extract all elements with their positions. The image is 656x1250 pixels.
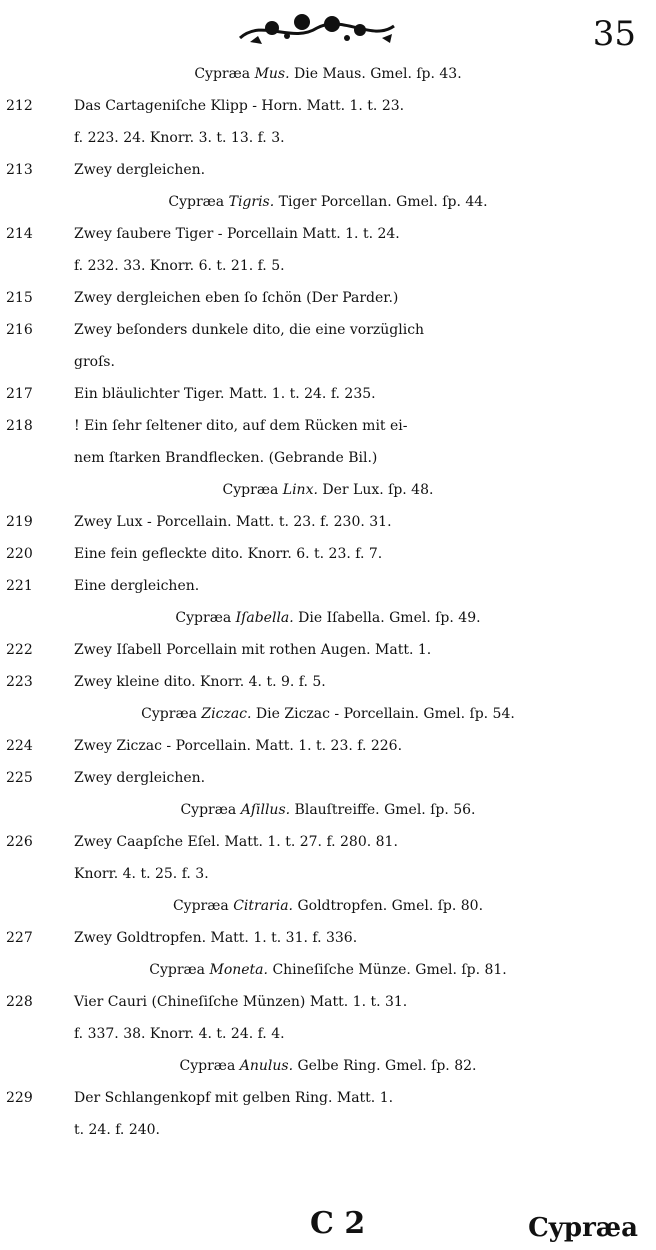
entry-text: ! Ein ſehr ſeltener dito, auf dem Rücken mit ei-	[74, 418, 408, 434]
heading-description: Blauſtreiffe. Gmel. ſp. 56.	[294, 802, 476, 818]
entry-text: Das Cartageniſche Klipp - Horn. Matt. 1. t. 23.	[74, 98, 405, 114]
entry-text: Zwey beſonders dunkele dito, die eine vorzüglich	[74, 322, 425, 338]
lot-number: 217	[6, 386, 33, 402]
species-name: Mus.	[254, 66, 290, 82]
entry-text: Ein bläulichter Tiger. Matt. 1. t. 24. f. 235.	[74, 386, 376, 402]
lot-number: 223	[6, 674, 33, 690]
section-heading	[0, 186, 656, 218]
section-heading	[0, 890, 656, 922]
lot-number: 226	[6, 834, 33, 850]
entry-text: Vier Cauri (Chineſiſche Münzen) Matt. 1. t. 31.	[74, 994, 408, 1010]
entry-text: Zwey Lux - Porcellain. Matt. t. 23. f. 230. 31.	[74, 514, 392, 530]
heading-description: Die Ziczac - Porcellain. Gmel. ſp. 54.	[255, 706, 515, 722]
genus-name: Cypræa	[175, 610, 232, 626]
section-heading	[0, 58, 656, 90]
genus-name: Cypræa	[180, 802, 237, 818]
entry-text: Eine fein gefleckte dito. Knorr. 6. t. 23. f. 7.	[74, 546, 383, 562]
genus-name: Cypræa	[141, 706, 197, 722]
heading-description: Goldtropfen. Gmel. ſp. 80.	[297, 898, 484, 914]
genus-name: Cypræa	[149, 962, 206, 978]
catalogue-text	[0, 58, 656, 1146]
genus-name: Cypræa	[172, 898, 229, 914]
catalogue-entry	[0, 1082, 656, 1114]
catalogue-entry	[0, 570, 656, 602]
lot-number: 224	[6, 738, 33, 754]
entry-continuation: f. 223. 24. Knorr. 3. t. 13. f. 3.	[74, 130, 285, 146]
entry-text: Der Schlangenkopf mit gelben Ring. Matt. 1.	[74, 1090, 394, 1106]
lot-number: 218	[6, 418, 33, 434]
catalogue-entry	[0, 218, 656, 250]
lot-number: 213	[6, 162, 33, 178]
genus-name: Cypræa	[168, 194, 225, 210]
species-name: Citraria.	[233, 898, 294, 914]
lot-number: 227	[6, 930, 33, 946]
heading-description: Gelbe Ring. Gmel. ſp. 82.	[297, 1058, 477, 1074]
signature-mark: C 2	[310, 1206, 366, 1241]
section-heading	[0, 794, 656, 826]
lot-number: 225	[6, 770, 33, 786]
section-heading	[0, 602, 656, 634]
species-name: Linx.	[282, 482, 318, 498]
section-heading	[0, 474, 656, 506]
heading-description: Die Maus. Gmel. ſp. 43.	[294, 66, 462, 82]
entry-text: Zwey dergleichen eben ſo ſchön (Der Parder.)	[74, 290, 399, 306]
lot-number: 215	[6, 290, 33, 306]
lot-number: 228	[6, 994, 33, 1010]
catalogue-entry	[0, 410, 656, 442]
section-heading	[0, 698, 656, 730]
species-name: Ziczac.	[201, 706, 252, 722]
heading-description: Tiger Porcellan. Gmel. ſp. 44.	[278, 194, 488, 210]
entry-continuation: t. 24. f. 240.	[74, 1122, 160, 1138]
entry-continuation: groſs.	[74, 354, 115, 370]
entry-text: Zwey dergleichen.	[74, 162, 206, 178]
catalogue-entry	[0, 730, 656, 762]
heading-description: Der Lux. ſp. 48.	[322, 482, 434, 498]
genus-name: Cypræa	[194, 66, 251, 82]
entry-continuation: f. 232. 33. Knorr. 6. t. 21. f. 5.	[74, 258, 285, 274]
species-name: Anulus.	[239, 1058, 294, 1074]
lot-number: 214	[6, 226, 33, 242]
entry-text: Zwey Iſabell Porcellain mit rothen Augen. Matt. 1.	[74, 642, 432, 658]
species-name: Moneta.	[209, 962, 268, 978]
heading-description: Chineſiſche Münze. Gmel. ſp. 81.	[272, 962, 507, 978]
lot-number: 212	[6, 98, 33, 114]
catalogue-entry	[0, 378, 656, 410]
lot-number: 220	[6, 546, 33, 562]
genus-name: Cypræa	[222, 482, 279, 498]
genus-name: Cypræa	[179, 1058, 236, 1074]
species-name: Aſillus.	[240, 802, 291, 818]
species-name: Tigris.	[228, 194, 275, 210]
section-heading	[0, 954, 656, 986]
section-heading	[0, 1050, 656, 1082]
species-name: Iſabella.	[235, 610, 294, 626]
entry-continuation: Knorr. 4. t. 25. f. 3.	[74, 866, 209, 882]
lot-number: 219	[6, 514, 33, 530]
entry-text: Zwey Goldtropfen. Matt. 1. t. 31. f. 336.	[74, 930, 358, 946]
catalogue-entry	[0, 762, 656, 794]
page-number: 35	[592, 14, 636, 54]
entry-continuation: nem ſtarken Brandflecken. (Gebrande Bil.)	[74, 450, 378, 466]
heading-description: Die Iſabella. Gmel. ſp. 49.	[298, 610, 481, 626]
catalogue-entry	[0, 922, 656, 954]
catalogue-entry	[0, 506, 656, 538]
lot-number: 221	[6, 578, 33, 594]
catalogue-entry	[0, 986, 656, 1018]
catchword: Cypræa	[528, 1213, 638, 1243]
catalogue-entry	[0, 666, 656, 698]
lot-number: 222	[6, 642, 33, 658]
entry-text: Zwey Caapſche Eſel. Matt. 1. t. 27. f. 280. 81.	[74, 834, 398, 850]
entry-text: Zwey kleine dito. Knorr. 4. t. 9. f. 5.	[74, 674, 326, 690]
catalogue-entry	[0, 314, 656, 346]
catalogue-entry	[0, 282, 656, 314]
catalogue-entry	[0, 634, 656, 666]
catalogue-entry	[0, 826, 656, 858]
catalogue-entry	[0, 90, 656, 122]
entry-text: Zwey dergleichen.	[74, 770, 206, 786]
entry-text: Zwey Ziczac - Porcellain. Matt. 1. t. 23. f. 226.	[74, 738, 403, 754]
entry-text: Eine dergleichen.	[74, 578, 200, 594]
entry-continuation: f. 337. 38. Knorr. 4. t. 24. f. 4.	[74, 1026, 285, 1042]
catalogue-entry	[0, 538, 656, 570]
lot-number: 229	[6, 1090, 33, 1106]
lot-number: 216	[6, 322, 33, 338]
floral-ornament-icon	[232, 8, 402, 50]
entry-text: Zwey ſaubere Tiger - Porcellain Matt. 1. t. 24.	[74, 226, 400, 242]
catalogue-entry	[0, 154, 656, 186]
